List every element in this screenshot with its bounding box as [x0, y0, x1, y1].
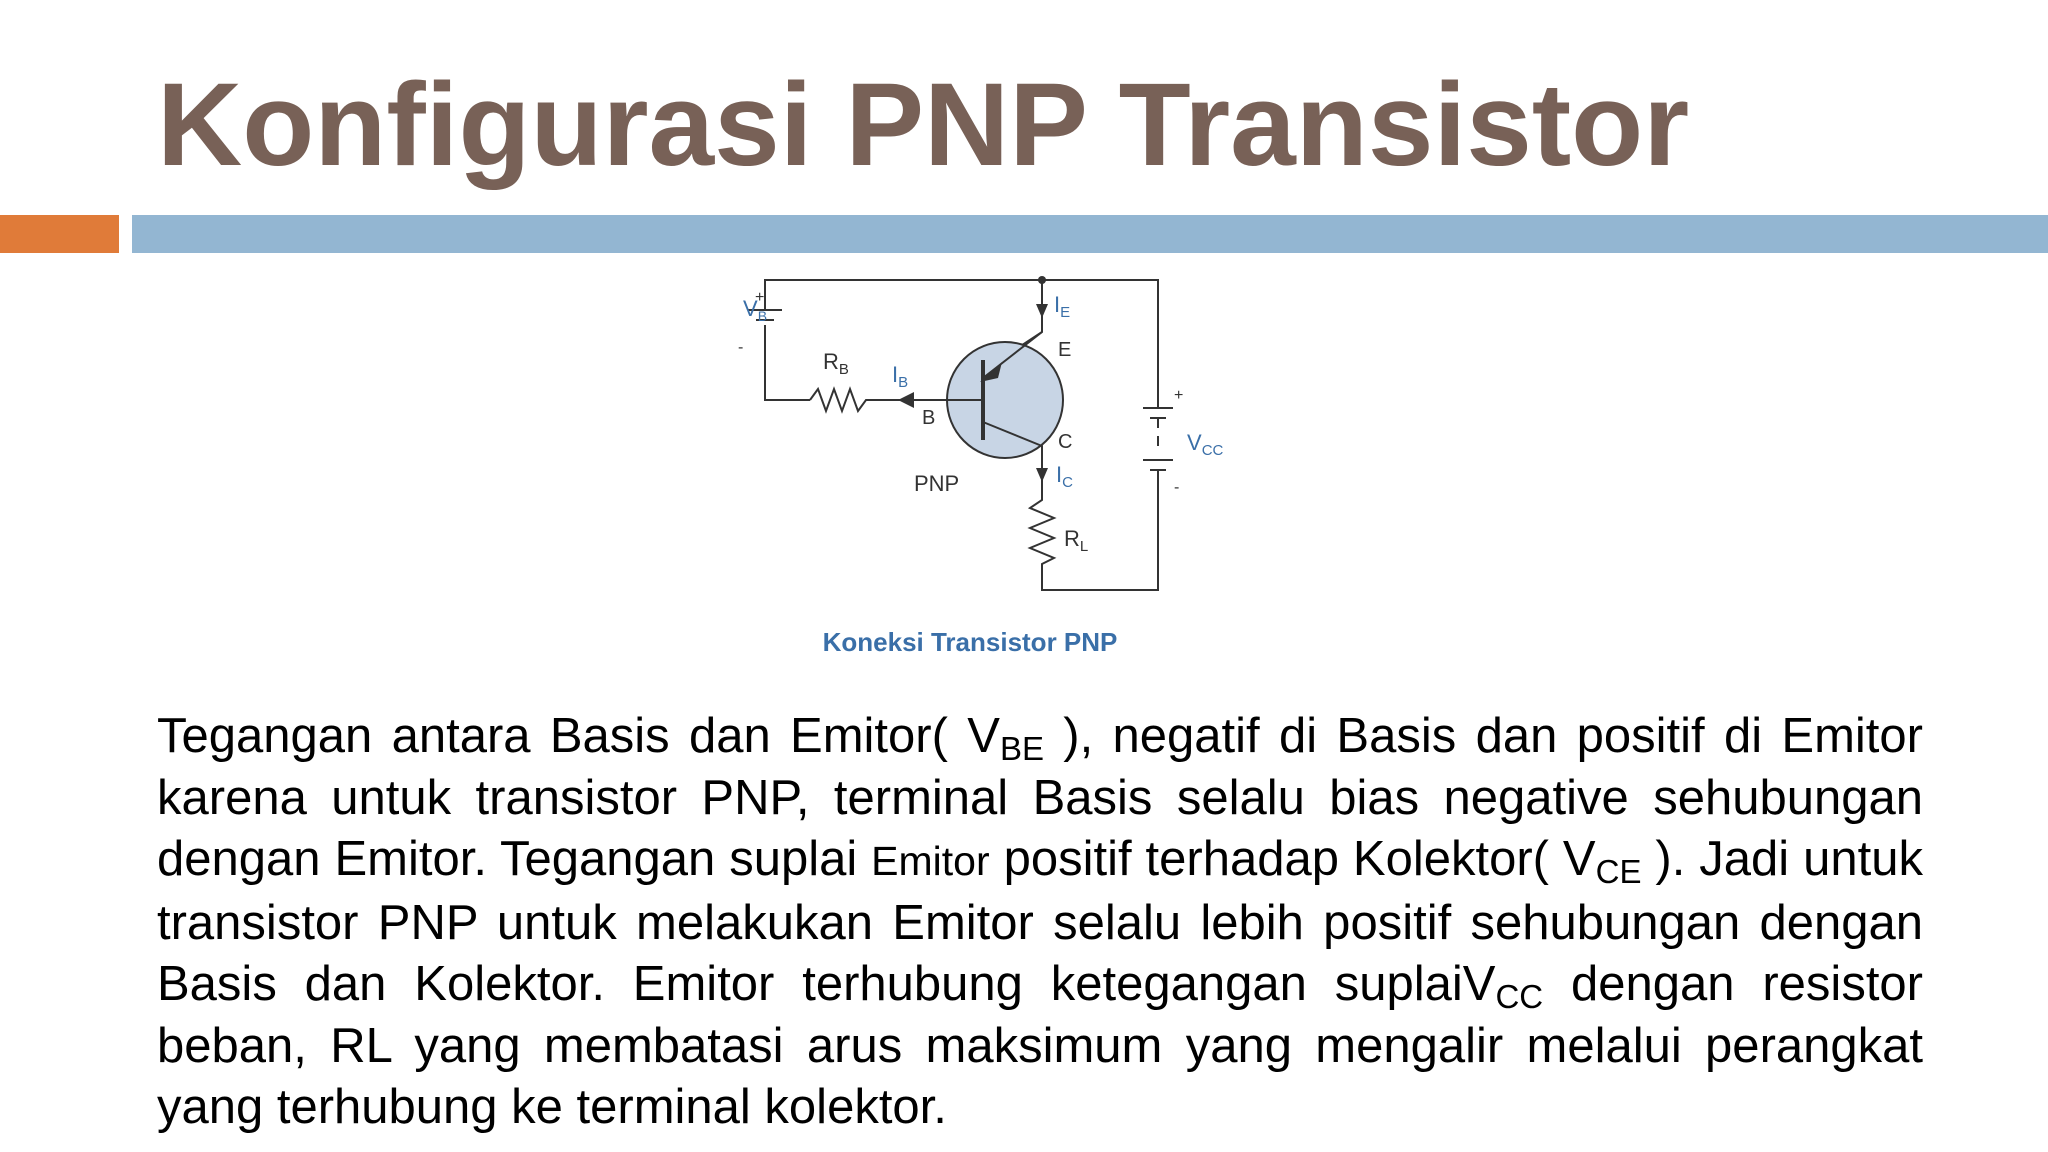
pnp-label: PNP — [914, 471, 960, 496]
subscript-be: BE — [999, 730, 1044, 767]
rb-resistor — [810, 389, 902, 411]
junction-dot — [1038, 276, 1046, 284]
title-accent-bar — [0, 215, 119, 253]
slide-title: Konfigurasi PNP Transistor — [157, 59, 1690, 191]
vb-label: $V_B$ — [743, 296, 768, 324]
subscript-cc: CC — [1495, 978, 1544, 1015]
ib-arrow-icon — [898, 392, 914, 408]
terminal-b-label: B — [922, 407, 936, 429]
figure-caption: Koneksi Transistor PNP — [822, 627, 1118, 657]
vcc-plus-sign: + — [1174, 387, 1184, 404]
ic-label: $I_C$ — [1056, 462, 1073, 491]
ib-label: $I_B$ — [892, 362, 909, 391]
terminal-c-label: C — [1058, 431, 1073, 453]
pnp-circuit-diagram — [680, 250, 1250, 670]
rl-label: $R_L$ — [1064, 526, 1089, 555]
rl-resistor — [1030, 470, 1158, 590]
ie-arrow-icon — [1036, 304, 1048, 318]
rb-label: $R_B$ — [823, 349, 849, 378]
vb-minus-sign: - — [738, 339, 744, 356]
vcc-minus-sign: - — [1174, 479, 1180, 496]
vb-plus-sign: + — [755, 289, 765, 306]
terminal-e-label: E — [1058, 339, 1072, 361]
subscript-ce: CE — [1595, 853, 1642, 890]
vcc-label: $V_{CC}$ — [1187, 430, 1224, 459]
title-divider-bar — [132, 215, 2048, 253]
pnp-circuit-figure — [680, 250, 1250, 670]
ic-arrow-icon — [1036, 468, 1048, 482]
body-paragraph: Tegangan antara Basis dan Emitor( $V_{BE}$ ), negatif di Basis dan positif di Emitor karena untuk transistor PNP, terminal Basis selalu bias negative sehubungan dengan Emitor. Tegangan suplai Emitor positif terhadap Kolektor( $V_{CE}$ ). Jadi untuk transistor PNP untuk melakukan Emitor selalu lebih positif sehubungan dengan Basis dan Kolektor. Emitor terhubung ketegangan suplaiV$_{CC}$ dengan resistor beban, RL yang membatasi arus maksimum yang mengalir melalui perangkat yang terhubung ke terminal kolektor. — [157, 709, 1923, 1134]
ie-label: $I_E$ — [1054, 292, 1071, 321]
vcc-battery — [1143, 408, 1173, 480]
